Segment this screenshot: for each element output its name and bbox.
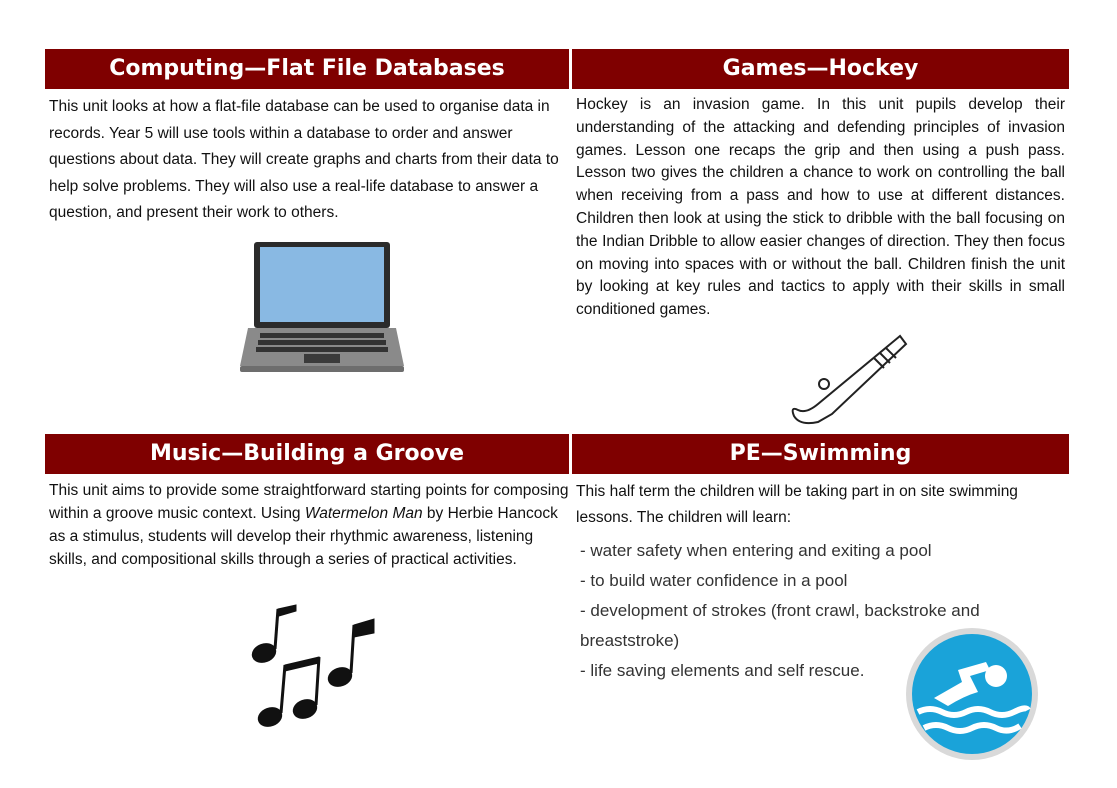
music-notes-icon xyxy=(248,603,378,729)
hockey-stick-icon xyxy=(788,330,912,428)
list-item xyxy=(580,536,1000,566)
music-title: Music—Building a Groove xyxy=(45,434,569,474)
music-body-start: This unit aims to provide some straightforward starting points for composing within a groove music context. Using xyxy=(49,482,569,522)
pe-item-3: - development of strokes (front crawl, backstroke and breaststroke) xyxy=(580,601,980,650)
pe-item-2: - to build water confidence in a pool xyxy=(580,571,848,590)
swimming-icon xyxy=(904,626,1040,762)
pe-title: PE—Swimming xyxy=(572,434,1069,474)
computing-title: Computing—Flat File Databases xyxy=(45,49,569,89)
music-body-italic: Watermelon Man xyxy=(304,505,423,522)
music-body-end: by Herbie Hancock as a stimulus, students will develop their rhythmic awareness, listening skills, and compositional skills through a series of practical activities. xyxy=(49,505,558,568)
games-body: Hockey is an invasion game. In this unit pupils develop their understanding of the attacking and defending principles of invasion games. Lesson one recaps the grip and then using a push pass. Lesson two gives the children a chance to work on controlling the ball when receiving from a pass and how to use at different distances. Children then look at using the stick to dribble with the ball focusing on the Indian Dribble to allow easier changes of direction. They then focus on moving into spaces with or without the ball. Children finish the unit by looking at key rules and tactics to apply with their skills in small conditioned games. xyxy=(576,96,1065,319)
laptop-icon xyxy=(238,240,406,374)
list-item xyxy=(580,566,1000,596)
games-title: Games—Hockey xyxy=(572,49,1069,89)
music-body xyxy=(49,479,571,571)
computing-body: This unit looks at how a flat-file database can be used to organise data in records. Year 5 will use tools within a database to order and answer questions about data. They will create graphs and charts from their data to help solve problems. They will also use a real-life database to answer a question, and present their work to others. xyxy=(49,98,559,221)
pe-item-4: - life saving elements and self rescue. xyxy=(580,661,865,680)
pe-intro: This half term the children will be taking part in on site swimming lessons. The children will learn: xyxy=(576,483,1018,526)
pe-item-1: - water safety when entering and exiting a pool xyxy=(580,541,932,560)
